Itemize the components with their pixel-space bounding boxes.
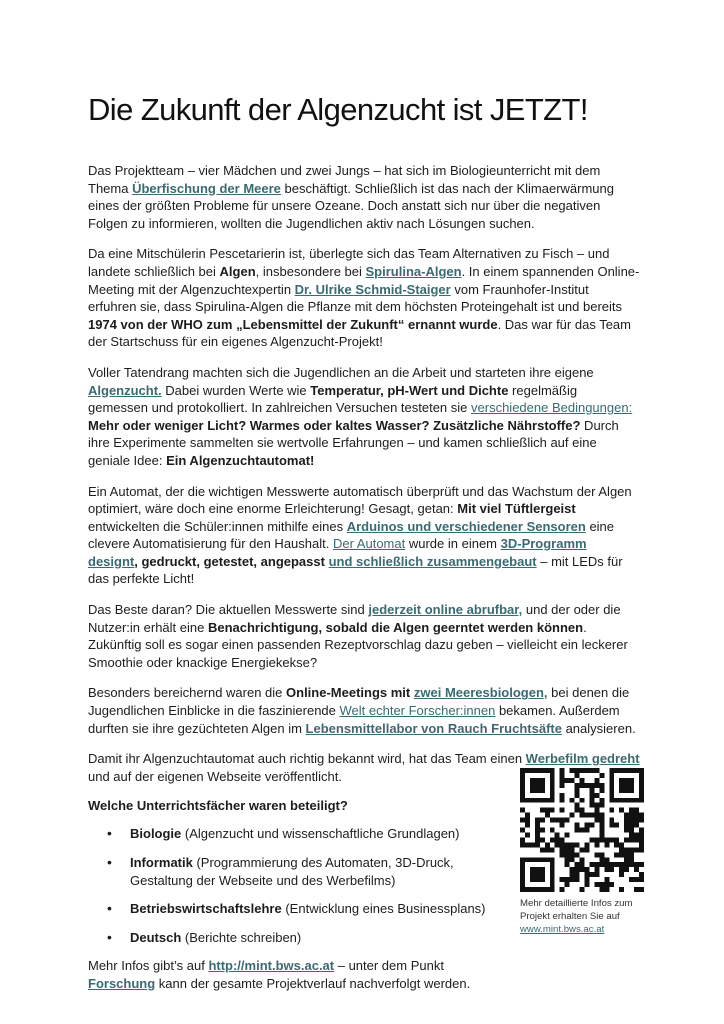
link-algenzucht[interactable]: Algenzucht. [88,382,162,398]
text: beschäftigt. Schließlich ist das nach der Klimaerwärmung eines der größten Probleme für unsere Ozeane. Doch anstatt sich nur über die negativen Folgen zu informieren, wollten die Jugendlichen aktiv nach Lösungen suchen. [88,180,614,231]
text: – unter dem Punkt [334,958,444,974]
link-spirulina[interactable]: Spirulina-Algen [365,263,462,279]
paragraph-overfishing [88,162,640,232]
bold-text: Temperatur, pH-Wert und Dichte [310,382,509,398]
paragraph-more-info [88,957,488,992]
text: . Das war für das Team der Startschuss für ein eigenes Algenzucht-Projekt! [88,316,631,350]
link-arduinos[interactable]: Arduinos und verschiedener Sensoren [346,518,586,534]
list-item [88,929,486,947]
text: Besonders bereichernd waren die [88,685,287,701]
bullet-icon: • [107,825,112,842]
link-der-automat[interactable]: Der Automat [332,536,406,552]
paragraph-online [88,601,640,671]
subject-name: Biologie [130,826,182,842]
paragraph-algae [88,245,640,351]
text: kann der gesamte Projektverlauf nachverfolgt werden. [155,975,471,991]
link-forscher[interactable]: Welt echter Forscher:innen [339,703,496,719]
text: und der oder die Nutzer:in erhält eine [88,602,621,635]
list-item [88,825,486,843]
paragraph-experiments [88,364,640,470]
link-online-abrufbar[interactable]: jederzeit online abrufbar, [368,602,523,618]
bold-text: Ein Algenzuchtautomat! [166,452,315,468]
subject-name: Betriebswirtschaftslehre [130,901,282,917]
paragraph-meetings [88,684,640,737]
text: bei denen die Jugendlichen Einblicke in die faszinierende [88,685,630,719]
text: Da eine Mitschülerin Pescetarierin ist, überlegte sich das Team Alternativen zu Fisch – und landete schließlich bei [88,246,610,279]
bold-text: Online-Meetings mit [286,685,411,701]
link-mint-website[interactable]: http://mint.bws.ac.at [208,958,335,974]
text: Dabei wurden Werte wie [161,382,311,398]
text: Damit ihr Algenzuchtautomat auch richtig bekannt wird, hat das Team einen [88,751,526,767]
paragraph-automat [88,483,640,589]
list-item [88,854,486,889]
link-bedingungen[interactable]: verschiedene Bedingungen: [471,400,633,416]
qr-caption-link[interactable]: www.mint.bws.ac.at [520,924,605,935]
bold-text: Mit viel Tüftlergeist [457,501,576,517]
bullet-icon: • [107,854,112,870]
subject-detail: (Algenzucht und wissenschaftliche Grundlagen) [181,826,460,842]
bold-text: Algen [219,263,256,279]
subject-name: Deutsch [130,929,182,945]
text: Das Projektteam – vier Mädchen und zwei Jungs – hat sich im Biologieunterricht mit dem Thema [88,163,601,196]
text: . In einem spannenden Online-Meeting mit der Algenzuchtexpertin [88,263,640,297]
qr-code-icon[interactable] [520,768,644,892]
subject-detail: (Programmierung des Automaten, 3D-Druck, Gestaltung der Webseite und des Werbefilms) [130,855,454,888]
link-meeresbiologen[interactable]: zwei Meeresbiologen, [413,685,548,701]
link-schmid-staiger[interactable]: Dr. Ulrike Schmid-Staiger [294,281,451,297]
text: Das Beste daran? Die aktuellen Messwerte sind [88,602,369,618]
text: vom Fraunhofer-Institut erfuhren sie, dass Spirulina-Algen die Pflanze mit dem höchsten Proteingehalt ist und bereits [88,281,623,315]
text: Ein Automat, der die wichtigen Messwerte automatisch überprüft und das Wachstum der Algen optimiert, wäre doch eine enorme Erleichterung! Gesagt, getan: [88,483,632,517]
text: Durch ihre Experimente sammelten sie wertvolle Erfahrungen – und kamen schließlich auf eine geniale Idee: [88,417,619,468]
link-zusammengebaut[interactable]: und schließlich zusammengebaut [328,553,537,569]
page-title: Die Zukunft der Algenzucht ist JETZT! [88,92,588,127]
text: Mehr Infos gibt’s auf [88,958,209,974]
bullet-icon: • [107,900,112,917]
subject-name: Informatik [130,855,193,870]
text: und auf der eigenen Webseite veröffentlicht. [88,768,342,784]
bullet-icon: • [107,928,112,945]
text: . Zukünftig soll es sogar einen passenden Rezeptvorschlag dazu geben – vielleicht ein leckerer Smoothie oder knackige Energiekekse? [88,619,628,670]
text: Voller Tatendrang machten sich die Jugendlichen an die Arbeit und starteten ihre eigene [88,364,594,380]
bold-text: 1974 von der WHO zum „Lebensmittel der Zukunft“ ernannt wurde [88,316,498,332]
bold-text: , gedruckt, getestet, angepasst [134,553,329,569]
text: regelmäßig gemessen und protokolliert. In zahlreichen Versuchen testeten sie [88,382,578,416]
subject-list [88,825,486,946]
text: wurde in einem [405,536,501,552]
link-3d-programm[interactable]: 3D-Programm designt [88,536,587,569]
qr-block [520,768,660,936]
text: eine clevere Automatisierung für den Haushalt. [88,518,615,552]
text: , insbesondere bei [255,263,366,279]
list-item [88,900,486,918]
subject-detail: (Entwicklung eines Businessplans) [281,901,486,917]
subjects-heading: Welche Unterrichtsfächer waren beteiligt? [88,798,348,814]
text: analysieren. [561,720,636,736]
text: entwickelten die Schüler:innen mithilfe eines [88,518,347,534]
text: bekamen. Außerdem durften sie ihre gezüchteten Algen im [88,703,620,736]
bold-text: Mehr oder weniger Licht? Warmes oder kaltes Wasser? Zusätzliche Nährstoffe? [88,417,581,433]
text: – mit LEDs für das perfekte Licht! [88,553,623,587]
qr-caption [520,897,660,936]
bold-text: Benachrichtigung, sobald die Algen geerntet werden können [207,619,584,635]
link-forschung[interactable]: Forschung [88,975,156,991]
link-rauch-labor[interactable]: Lebensmittellabor von Rauch Fruchtsäfte [305,720,562,736]
subject-detail: (Berichte schreiben) [181,929,302,945]
qr-caption-text: Mehr detaillierte Infos zum Projekt erhalten Sie auf [520,898,633,922]
link-werbefilm[interactable]: Werbefilm gedreht [525,751,640,767]
link-ueberfischung[interactable]: Überfischung der Meere [132,180,281,196]
